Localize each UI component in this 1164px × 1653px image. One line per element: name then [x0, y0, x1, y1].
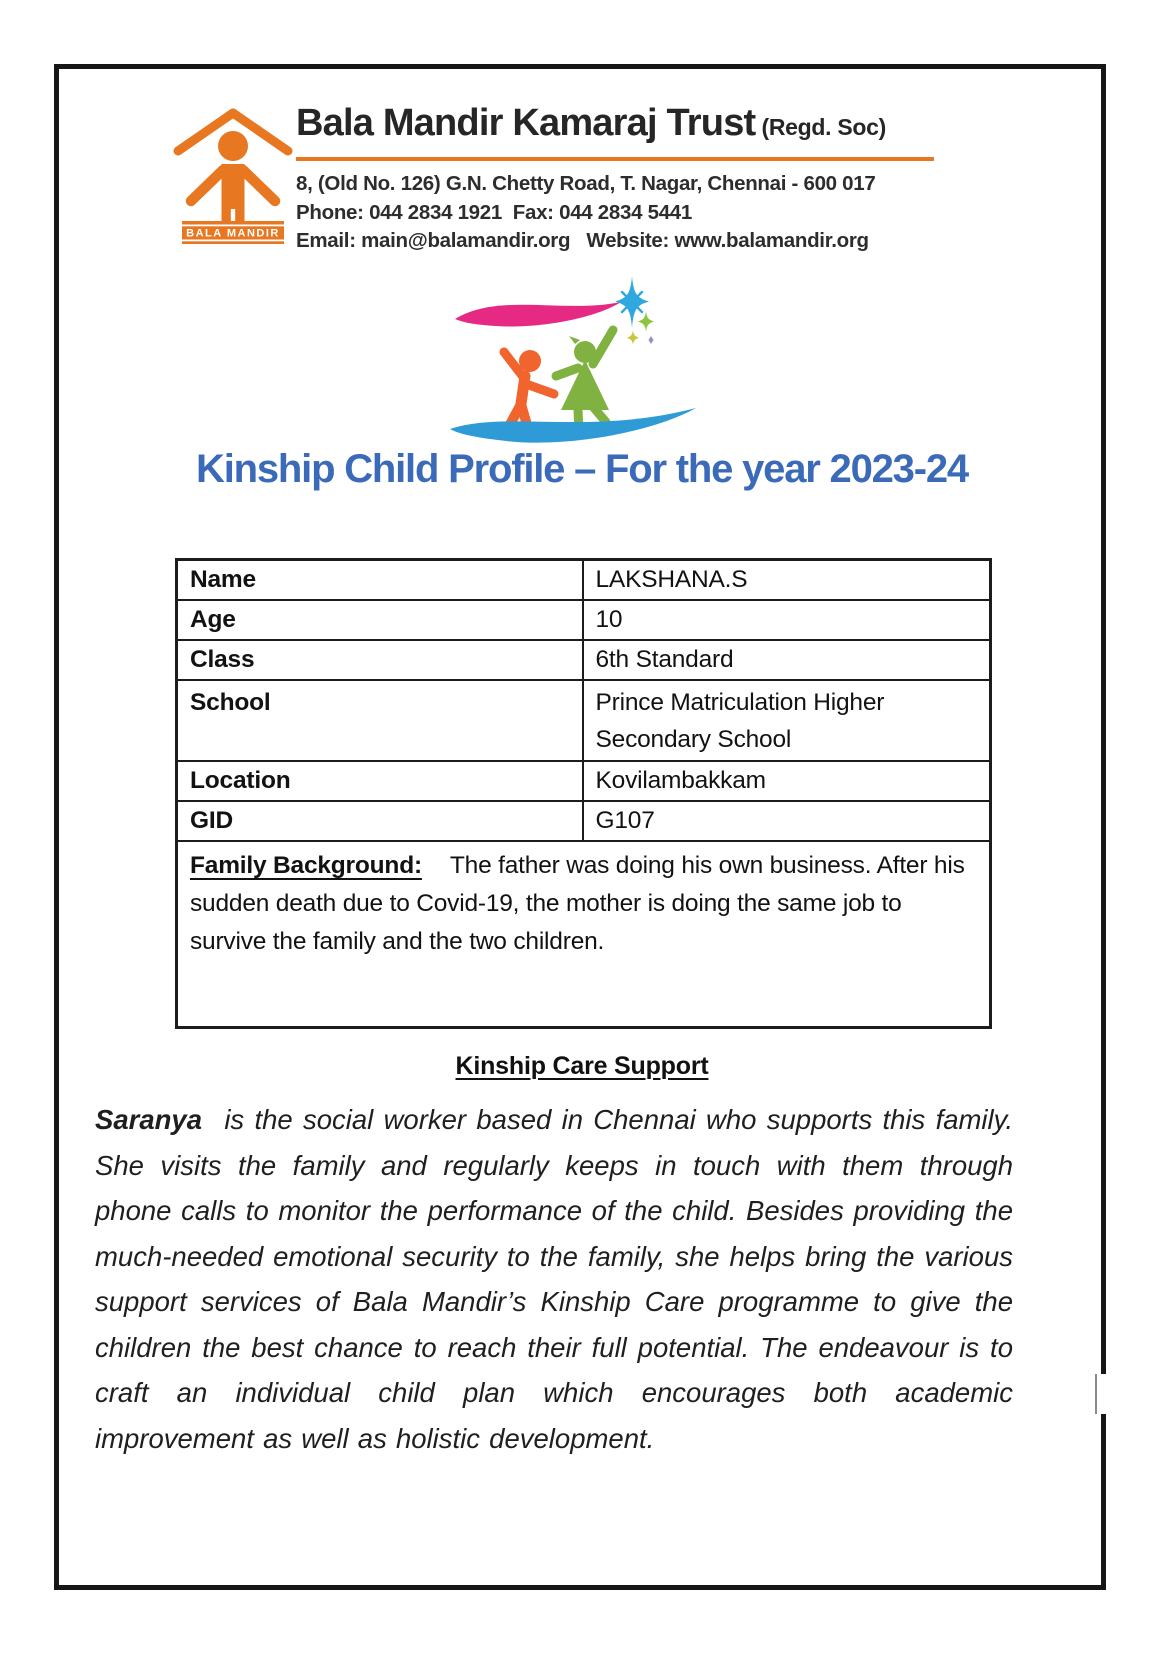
bala-mandir-logo-icon [170, 101, 296, 246]
address-line: 8, (Old No. 126) G.N. Chetty Road, T. Nagar, Chennai - 600 017 [296, 172, 876, 195]
family-background-text: The father was doing his own business. After his sudden death due to Covid-19, the mother is doing the same job to survive the family and the two children. [190, 852, 965, 955]
orange-child-figure [504, 350, 554, 432]
row-label: School [177, 680, 583, 761]
row-value: 6th Standard [583, 640, 991, 680]
family-background-cell [177, 841, 991, 1027]
row-value: Kovilambakkam [583, 761, 991, 801]
figure-head [218, 131, 248, 161]
row-value: 10 [583, 600, 991, 640]
table-row-class [177, 640, 991, 680]
row-label: Location [177, 761, 583, 801]
figure-arm-right [243, 170, 275, 201]
logo-caption-text: BALA MANDIR [186, 227, 280, 240]
email-line: Email: main@balamandir.org Website: www.balamandir.org [296, 229, 869, 252]
table-row-location [177, 761, 991, 801]
row-label: Class [177, 640, 583, 680]
blue-swash [450, 408, 696, 443]
row-label: Age [177, 600, 583, 640]
table-row-name [177, 560, 991, 601]
scan-artifact-notch [1095, 1374, 1109, 1414]
org-suffix-text: (Regd. Soc) [755, 114, 886, 140]
row-value: LAKSHANA.S [583, 560, 991, 601]
row-label: GID [177, 801, 583, 841]
support-body-text: is the social worker based in Chennai who supports this family. She visits the family and regularly keeps in touch with them through phone calls to monitor the performance of the child. Besides providing the much-needed emotional security to the family, she helps bring the various support services of Bala Mandir’s Kinship Care programme to give the children the best chance to reach their full potential. The endeavour is to craft an individual child plan which encourages both academic improvement as well as holistic development. [95, 1104, 1013, 1454]
page-title: Kinship Child Profile – For the year 2023-24 [196, 447, 968, 491]
family-background-row [177, 841, 991, 1027]
profile-table [175, 558, 992, 1029]
pink-swash [455, 302, 621, 326]
family-background-label: Family Background: [190, 852, 422, 879]
children-stars-logo-icon [428, 264, 704, 446]
green-star-icon [638, 311, 654, 332]
row-label: Name [177, 560, 583, 601]
phone-line: Phone: 044 2834 1921 Fax: 044 2834 5441 [296, 200, 693, 224]
org-name-text: Bala Mandir Kamaraj Trust [296, 102, 756, 144]
support-paragraph [95, 1097, 1013, 1461]
letterhead [296, 100, 956, 256]
social-worker-name: Saranya [95, 1104, 203, 1135]
banner-line-top [182, 225, 284, 227]
table-row-age [177, 600, 991, 640]
banner-line-bottom [182, 240, 284, 242]
tiny-star-icon [649, 336, 654, 344]
table-row-gid [177, 801, 991, 841]
section-heading: Kinship Care Support [455, 1052, 709, 1080]
row-value: G107 [583, 801, 991, 841]
figure-legs-gap [231, 209, 235, 221]
org-name [296, 100, 956, 150]
yellow-star-icon [627, 330, 639, 345]
row-value: Prince Matriculation Higher Secondary School [583, 680, 991, 761]
green-child-figure [556, 330, 613, 432]
orange-rule [296, 157, 934, 161]
figure-arm-left [191, 170, 223, 201]
table-row-school [177, 680, 991, 761]
